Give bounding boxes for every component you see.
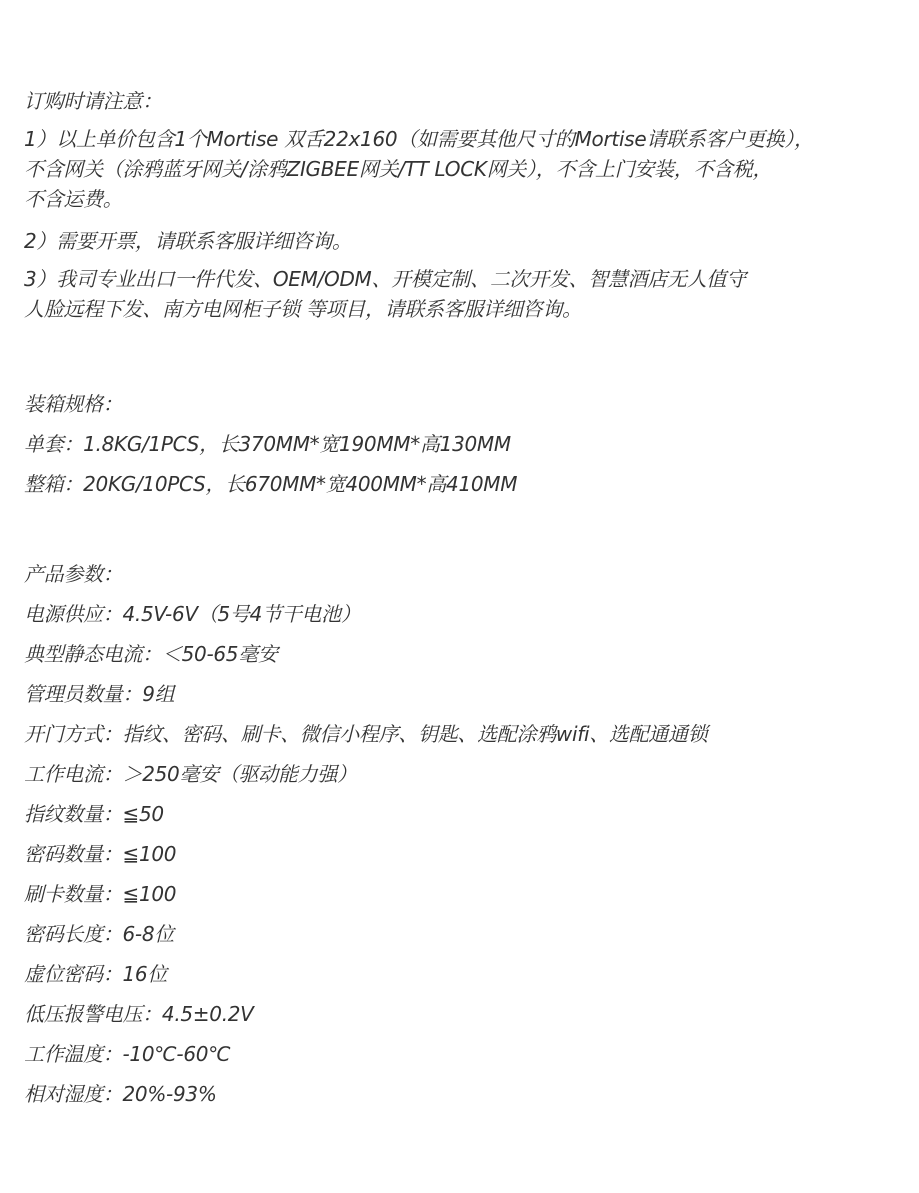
param-row-card-count: 刷卡数量：≦100 [24, 882, 177, 906]
packing-spec-section [24, 384, 909, 504]
param-row-unlock-methods: 开门方式：指纹、密码、刷卡、微信小程序、钥匙、选配涂鸦wifi、选配通通锁 [24, 722, 708, 746]
order-notice-item-1-line-1: 1）以上单价包含1个Mortise 双舌22x160（如需要其他尺寸的Mortise请联系客户更换）， [24, 127, 814, 151]
order-notice-section [24, 86, 909, 324]
order-notice-heading: 订购时请注意： [24, 89, 162, 113]
product-description [24, 86, 909, 1114]
param-row-working-temperature: 工作温度：-10℃-60℃ [24, 1042, 231, 1066]
product-params-heading: 产品参数： [24, 562, 123, 586]
packing-spec-heading: 装箱规格： [24, 392, 123, 416]
param-row-low-voltage-alarm: 低压报警电压：4.5±0.2V [24, 1002, 254, 1026]
product-params-section [24, 554, 909, 1114]
packing-spec-single: 单套：1.8KG/1PCS，长370MM*宽190MM*高130MM [24, 432, 511, 456]
order-notice-item-3-line-1: 3）我司专业出口一件代发、OEM/ODM、开模定制、二次开发、智慧酒店无人值守 [24, 267, 746, 291]
order-notice-item-1 [24, 124, 909, 214]
param-row-password-count: 密码数量：≦100 [24, 842, 177, 866]
order-notice-item-2 [24, 226, 909, 256]
param-row-static-current: 典型静态电流：＜50-65毫安 [24, 642, 278, 666]
param-row-relative-humidity: 相对湿度：20%-93% [24, 1082, 217, 1106]
param-row-admin-count: 管理员数量：9组 [24, 682, 175, 706]
order-notice-item-3-line-2: 人脸远程下发、南方电网柜子锁 等项目，请联系客服详细咨询。 [24, 297, 582, 321]
param-row-working-current: 工作电流：＞250毫安（驱动能力强） [24, 762, 357, 786]
param-row-password-length: 密码长度：6-8位 [24, 922, 174, 946]
param-row-virtual-password: 虚位密码：16位 [24, 962, 168, 986]
order-notice-item-2-line: 2）需要开票，请联系客服详细咨询。 [24, 229, 352, 253]
order-notice-item-1-line-2: 不含网关（涂鸦蓝牙网关/涂鸦ZIGBEE网关/TT LOCK网关），不含上门安装，不含税， [24, 157, 773, 181]
order-notice-item-3 [24, 264, 909, 324]
packing-spec-carton: 整箱：20KG/10PCS，长670MM*宽400MM*高410MM [24, 472, 518, 496]
param-row-fingerprint-count: 指纹数量：≦50 [24, 802, 164, 826]
param-row-power-supply: 电源供应：4.5V-6V（5号4节干电池） [24, 602, 361, 626]
order-notice-item-1-line-3: 不含运费。 [24, 187, 123, 211]
